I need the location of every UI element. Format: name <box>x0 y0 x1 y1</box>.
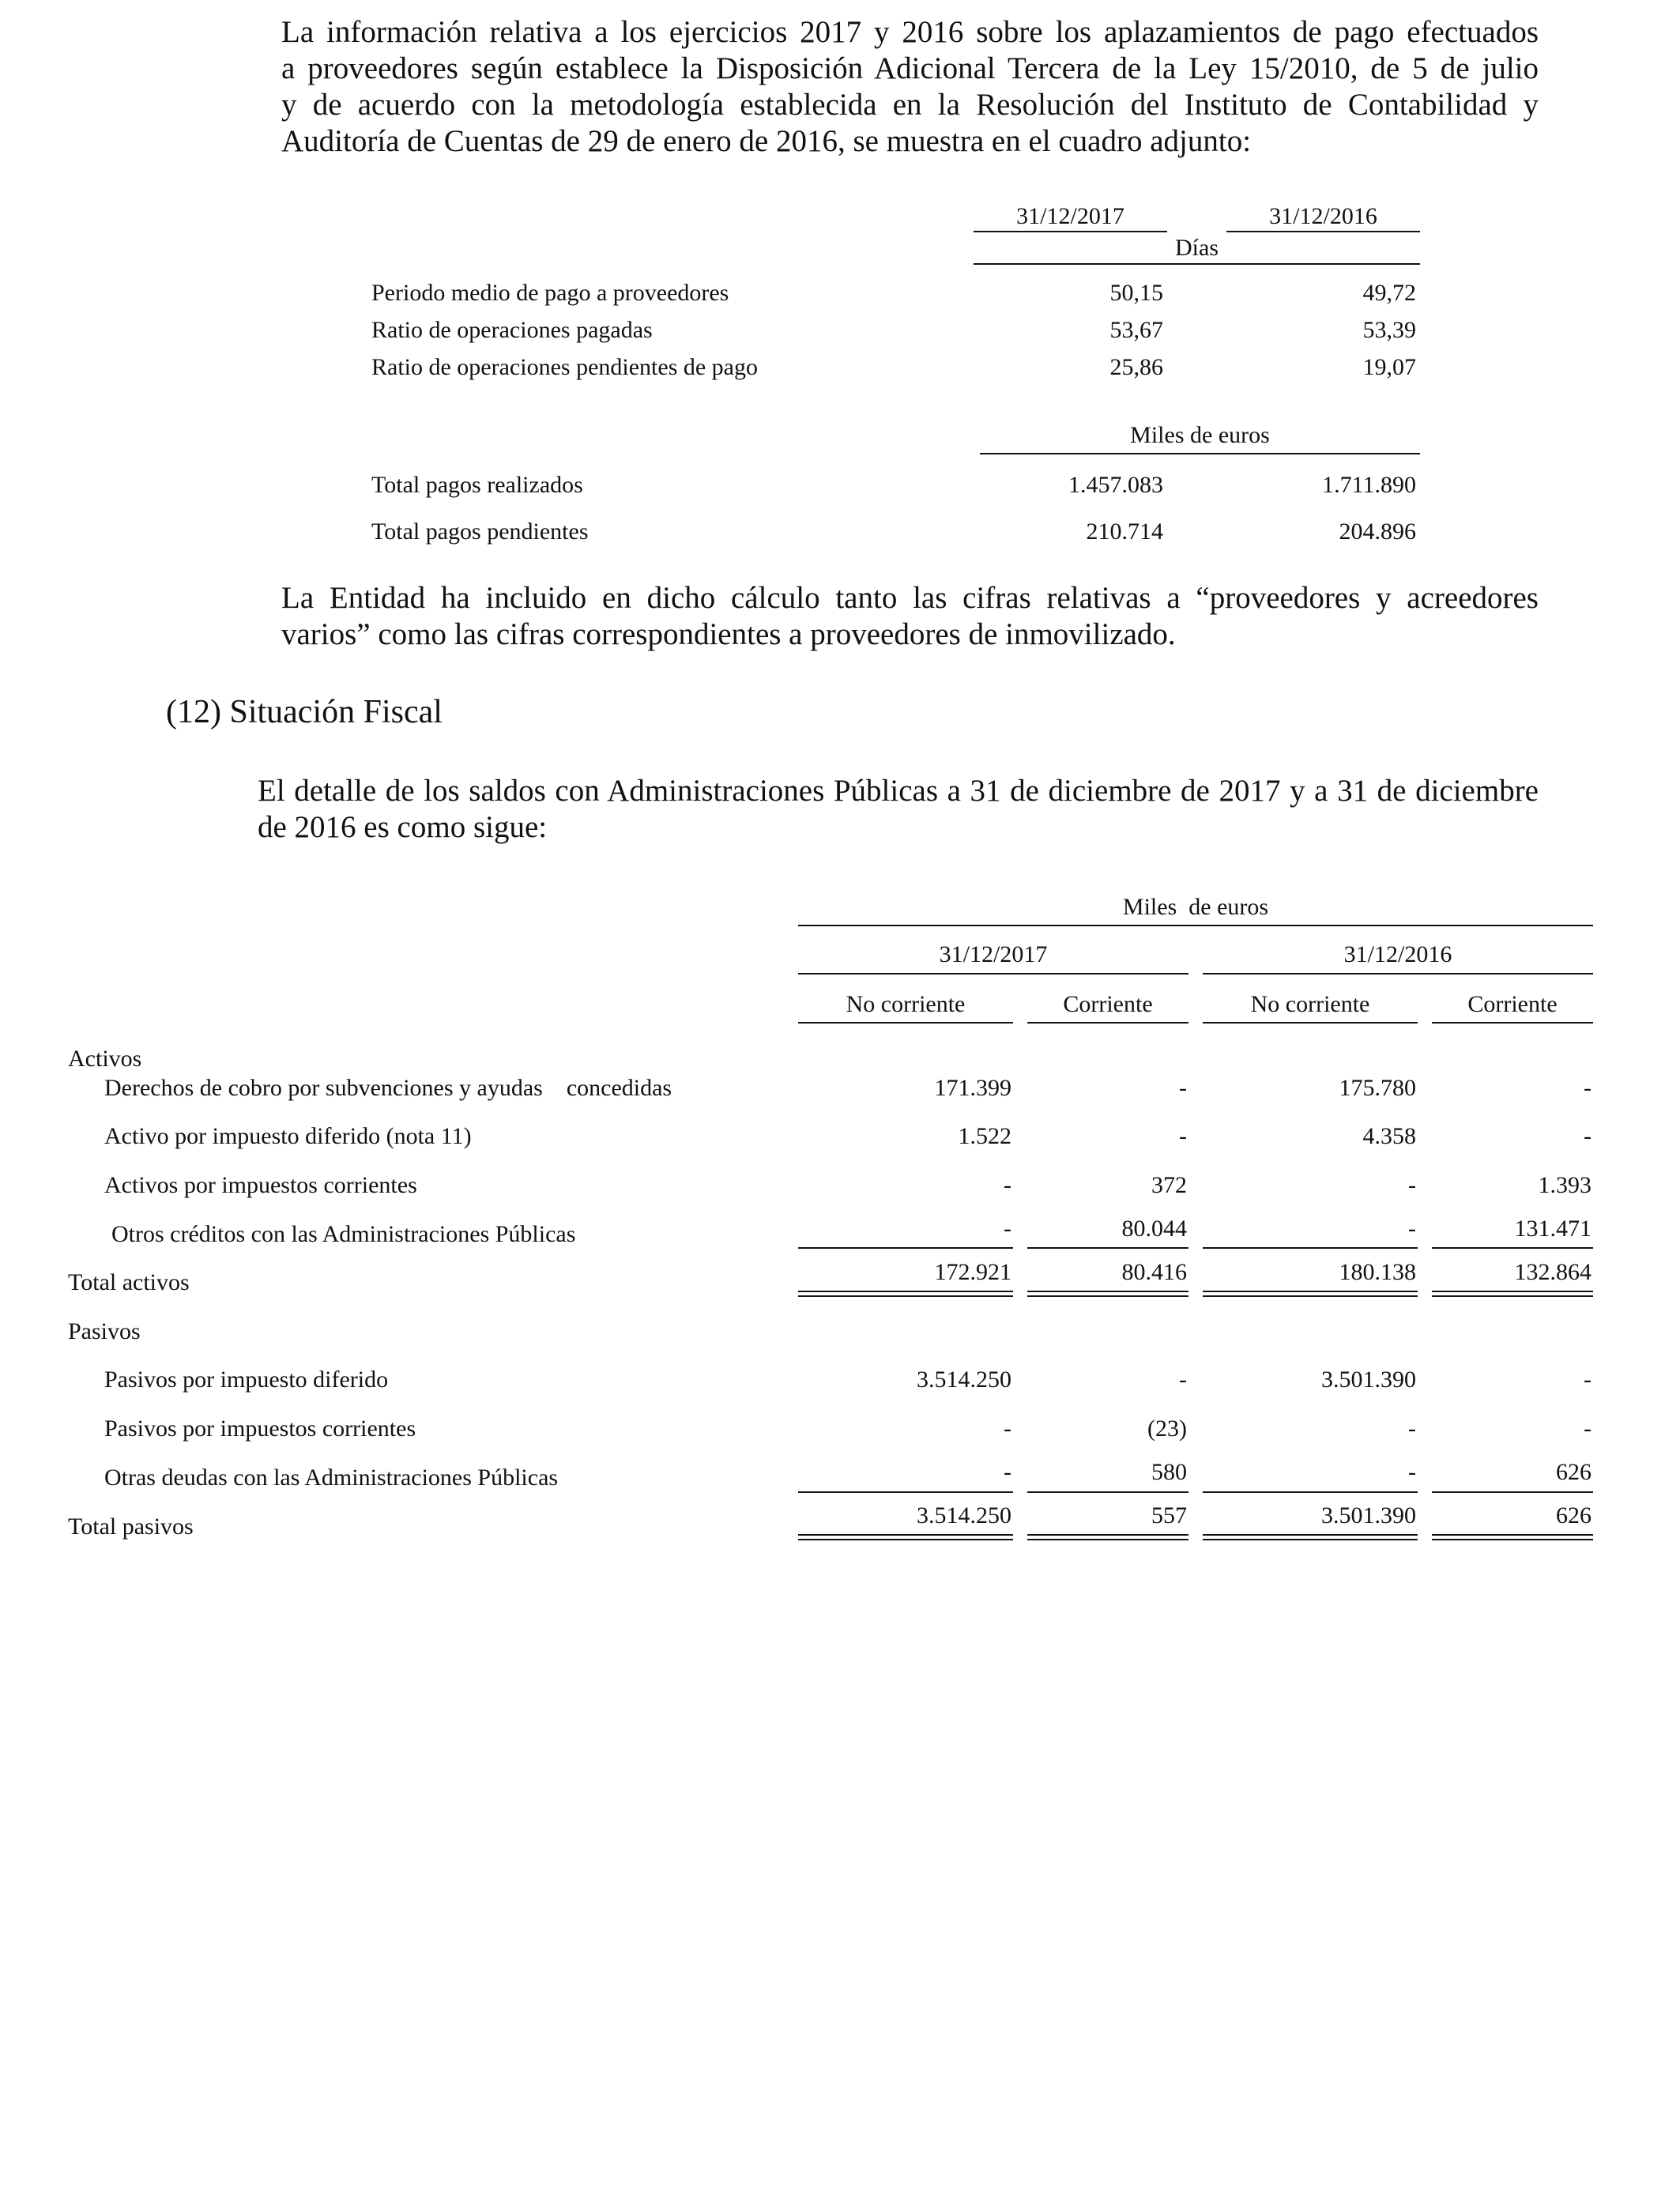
payment-col-2017: 31/12/2017 <box>1016 203 1124 229</box>
asset-value-no-corriente-2016: - <box>1408 1172 1416 1198</box>
rule <box>1432 1491 1593 1493</box>
double-rule <box>1203 1291 1418 1297</box>
money-value-2017: 1.457.083 <box>1068 472 1163 498</box>
fiscal-intro-paragraph <box>258 773 1539 846</box>
asset-value-corriente-2016: - <box>1584 1075 1591 1101</box>
liability-value-corriente-2016: 626 <box>1556 1459 1591 1485</box>
rule <box>1203 973 1593 974</box>
ratio-label: Periodo medio de pago a proveedores <box>371 280 729 306</box>
fiscal-unit-label: Miles de euros <box>1122 894 1269 920</box>
liability-row-label: Pasivos por impuesto diferido <box>104 1367 389 1393</box>
section-title: (12) Situación Fiscal <box>166 694 443 730</box>
double-rule <box>1432 1291 1593 1297</box>
asset-value-corriente-2017: - <box>1179 1075 1187 1101</box>
double-rule <box>1027 1291 1188 1297</box>
assets-total-label: Total activos <box>68 1269 190 1295</box>
ratio-value-2017: 53,67 <box>1109 317 1163 343</box>
fiscal-intro-line: de 2016 es como sigue: <box>258 810 548 844</box>
rule <box>1226 231 1420 232</box>
asset-value-no-corriente-2016: - <box>1408 1216 1416 1242</box>
liability-row-label: Otras deudas con las Administraciones Públicas <box>104 1465 559 1491</box>
assets-total-corriente-2017: 80.416 <box>1121 1259 1187 1285</box>
liabilities-header: Pasivos <box>68 1318 141 1344</box>
money-value-2016: 1.711.890 <box>1322 472 1416 498</box>
money-label: Total pagos realizados <box>371 472 583 498</box>
col-no-corriente-2016: No corriente <box>1250 991 1370 1017</box>
rule <box>1027 1491 1188 1493</box>
assets-total-no-corriente-2016: 180.138 <box>1339 1259 1416 1285</box>
rule <box>1203 1491 1418 1493</box>
note-line: varios” como las cifras correspondientes a proveedores de inmovilizado. <box>281 617 1176 651</box>
asset-value-no-corriente-2016: 4.358 <box>1362 1123 1416 1149</box>
liability-value-no-corriente-2016: - <box>1408 1459 1416 1485</box>
asset-value-no-corriente-2017: 171.399 <box>934 1075 1011 1101</box>
ratio-value-2016: 49,72 <box>1362 280 1416 306</box>
liabilities-total-label: Total pasivos <box>68 1514 194 1540</box>
liability-value-no-corriente-2016: 3.501.390 <box>1321 1367 1416 1393</box>
rule <box>980 453 1420 454</box>
fiscal-year-2017: 31/12/2017 <box>939 941 1048 967</box>
asset-row-label: Activo por impuesto diferido (nota 11) <box>104 1123 472 1149</box>
liability-value-corriente-2017: - <box>1179 1367 1187 1393</box>
asset-value-corriente-2016: 131.471 <box>1514 1216 1591 1242</box>
liability-value-corriente-2016: - <box>1584 1367 1591 1393</box>
rule <box>798 1247 1013 1249</box>
rule <box>1432 1022 1593 1023</box>
fiscal-intro-line: El detalle de los saldos con Administraciones Públicas a 31 de diciembre de 2017 y a 31 de diciembre <box>258 774 1539 808</box>
asset-value-corriente-2016: - <box>1584 1123 1591 1149</box>
rule <box>798 973 1188 974</box>
double-rule <box>1203 1534 1418 1540</box>
liabilities-total-no-corriente-2016: 3.501.390 <box>1321 1502 1416 1529</box>
liability-value-no-corriente-2017: 3.514.250 <box>917 1367 1011 1393</box>
double-rule <box>1432 1534 1593 1540</box>
note-line: La Entidad ha incluido en dicho cálculo tanto las cifras relativas a “proveedores y acreedores <box>281 581 1539 615</box>
asset-value-no-corriente-2017: - <box>1004 1216 1011 1242</box>
ratio-label: Ratio de operaciones pendientes de pago <box>371 354 758 380</box>
liability-value-corriente-2017: 580 <box>1151 1459 1187 1485</box>
days-unit-label: Días <box>1175 235 1219 261</box>
rule <box>974 263 1420 265</box>
rule <box>1203 1247 1418 1249</box>
double-rule <box>798 1291 1013 1297</box>
asset-row-label: Derechos de cobro por subvenciones y ayudas concedidas <box>104 1075 672 1101</box>
ratio-value-2016: 19,07 <box>1362 354 1416 380</box>
payment-col-2016: 31/12/2016 <box>1269 203 1377 229</box>
rule <box>974 231 1167 232</box>
asset-value-corriente-2017: 80.044 <box>1121 1216 1187 1242</box>
double-rule <box>1027 1534 1188 1540</box>
rule <box>798 1022 1013 1023</box>
liabilities-total-no-corriente-2017: 3.514.250 <box>917 1502 1011 1529</box>
fiscal-year-2016: 31/12/2016 <box>1343 941 1452 967</box>
intro-line: La información relativa a los ejercicios 2017 y 2016 sobre los aplazamientos de pago efectuados <box>281 15 1539 49</box>
rule <box>1432 1247 1593 1249</box>
asset-value-corriente-2017: - <box>1179 1123 1187 1149</box>
asset-value-corriente-2016: 1.393 <box>1538 1172 1591 1198</box>
ratio-value-2017: 50,15 <box>1109 280 1163 306</box>
money-unit-label: Miles de euros <box>1130 422 1270 448</box>
double-rule <box>798 1534 1013 1540</box>
intro-line: Auditoría de Cuentas de 29 de enero de 2016, se muestra en el cuadro adjunto: <box>281 124 1252 158</box>
rule <box>798 1491 1013 1493</box>
asset-value-no-corriente-2017: 1.522 <box>958 1123 1011 1149</box>
asset-value-no-corriente-2017: - <box>1004 1172 1011 1198</box>
intro-line: a proveedores según establece la Disposición Adicional Tercera de la Ley 15/2010, de 5 de julio <box>281 51 1539 85</box>
intro-paragraph <box>281 14 1539 160</box>
liability-row-label: Pasivos por impuestos corrientes <box>104 1416 416 1442</box>
rule <box>1027 1247 1188 1249</box>
money-value-2017: 210.714 <box>1086 518 1163 545</box>
liabilities-total-corriente-2017: 557 <box>1151 1502 1187 1529</box>
col-corriente-2017: Corriente <box>1063 991 1153 1017</box>
note-paragraph <box>281 580 1539 653</box>
intro-line: y de acuerdo con la metodología establecida en la Resolución del Instituto de Contabilidad y <box>281 88 1539 122</box>
liability-value-no-corriente-2017: - <box>1004 1416 1011 1442</box>
ratio-value-2017: 25,86 <box>1109 354 1163 380</box>
liability-value-corriente-2016: - <box>1584 1416 1591 1442</box>
money-value-2016: 204.896 <box>1339 518 1416 545</box>
rule <box>1027 1022 1188 1023</box>
assets-total-corriente-2016: 132.864 <box>1514 1259 1591 1285</box>
asset-row-label: Otros créditos con las Administraciones Públicas <box>111 1221 576 1247</box>
assets-total-no-corriente-2017: 172.921 <box>934 1259 1011 1285</box>
ratio-value-2016: 53,39 <box>1362 317 1416 343</box>
liability-value-no-corriente-2017: - <box>1004 1459 1011 1485</box>
rule <box>1203 1022 1418 1023</box>
money-label: Total pagos pendientes <box>371 518 589 545</box>
asset-value-no-corriente-2016: 175.780 <box>1339 1075 1416 1101</box>
col-corriente-2016: Corriente <box>1467 991 1558 1017</box>
liability-value-no-corriente-2016: - <box>1408 1416 1416 1442</box>
assets-header: Activos <box>68 1046 142 1072</box>
asset-value-corriente-2017: 372 <box>1151 1172 1187 1198</box>
col-no-corriente-2017: No corriente <box>846 991 966 1017</box>
asset-row-label: Activos por impuestos corrientes <box>104 1172 417 1198</box>
liability-value-corriente-2017: (23) <box>1147 1416 1187 1442</box>
liabilities-total-corriente-2016: 626 <box>1556 1502 1591 1529</box>
ratio-label: Ratio de operaciones pagadas <box>371 317 653 343</box>
rule <box>798 925 1593 926</box>
